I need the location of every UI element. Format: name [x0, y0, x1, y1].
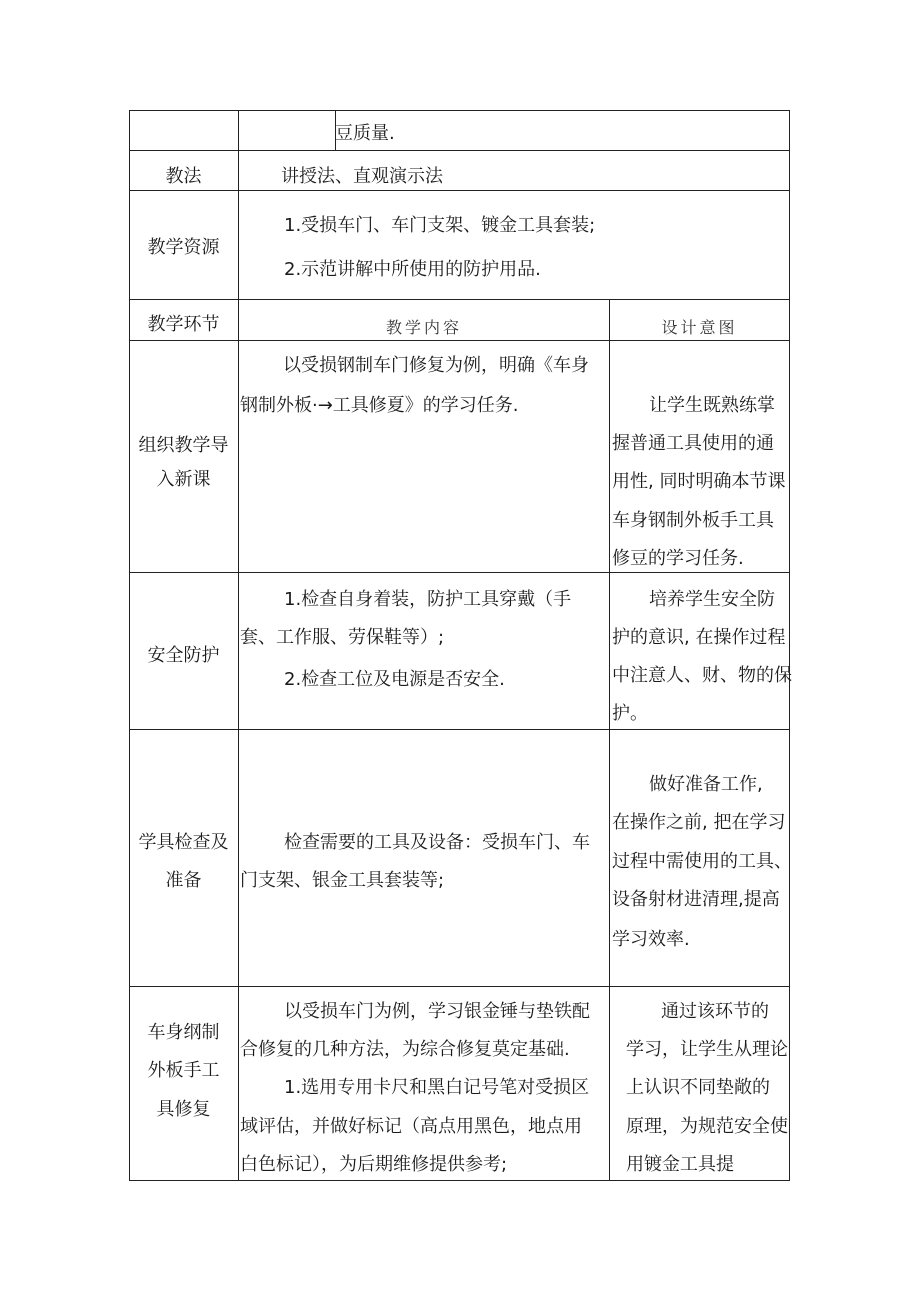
intro-content: 钢制外板·→工具修夏》的学习任务. — [240, 395, 519, 416]
rule — [129, 150, 790, 151]
resources-line: 1.受损车门、车门支架、镀金工具套装; — [284, 215, 596, 236]
intro-intent: 用性, 同时明确本节课 — [612, 471, 786, 492]
repair-label: 车身纲制 — [147, 1022, 220, 1043]
tools-intent: 在操作之前, 把在学习 — [612, 812, 786, 833]
method-label: 教法 — [165, 166, 202, 187]
tools-content: 检查需要的工具及设备：受损车门、车 — [284, 832, 590, 853]
rule — [238, 110, 239, 1181]
rule — [129, 986, 790, 987]
repair-intent: 原理，为规范安全使 — [626, 1116, 788, 1137]
tools-intent: 过程中需使用的工具、 — [612, 851, 792, 872]
safety-intent: 中注意人、财、物的保 — [612, 665, 792, 686]
intro-intent: 握普通工具使用的通 — [612, 433, 774, 454]
resources-line: 2.示范讲解中所使用的防护用品. — [284, 259, 541, 280]
safety-label: 安全防护 — [147, 645, 220, 666]
repair-intent: 通过该环节的 — [661, 1001, 769, 1022]
safety-intent: 护的意识, 在操作过程 — [612, 627, 786, 648]
safety-content: 2.检查工位及电源是否安全. — [284, 669, 505, 690]
repair-intent: 用镀金工具提 — [626, 1154, 734, 1175]
rule — [129, 110, 790, 111]
resources-label: 教学资源 — [147, 237, 220, 258]
safety-intent: 护。 — [612, 703, 648, 724]
tools-label: 学具检查及 — [138, 832, 229, 853]
rule — [129, 190, 790, 191]
intro-label: 组织教学导 — [138, 435, 229, 456]
tools-intent: 做好准备工作, — [649, 774, 763, 795]
repair-intent: 上认识不同垫敞的 — [626, 1077, 770, 1098]
continuation-text: 豆质量. — [335, 123, 395, 144]
tools-label: 准备 — [165, 870, 202, 891]
rule — [129, 729, 790, 730]
rule — [129, 572, 790, 573]
safety-intent: 培养学生安全防 — [649, 589, 775, 610]
rule — [129, 299, 790, 300]
repair-label: 外板手工 — [147, 1060, 220, 1081]
repair-content: 合修复的几种方法，为综合修复莫定基础. — [240, 1039, 570, 1060]
tools-content: 门支架、银金工具套装等; — [240, 870, 445, 891]
repair-content: 1.选用专用卡尺和黑白记号笔对受损区 — [284, 1077, 590, 1098]
tools-intent: 设备射材进清理,提高 — [612, 889, 780, 910]
header-content: 教学内容 — [385, 318, 462, 337]
rule — [129, 340, 790, 341]
intro-content: 以受损钢制车门修复为例，明确《车身 — [283, 355, 589, 376]
rule — [789, 110, 790, 1181]
repair-content: 以受损车门为例，学习银金锤与垫铁配 — [284, 1001, 590, 1022]
header-intent: 设计意图 — [661, 318, 738, 337]
tools-intent: 学习效率. — [612, 929, 690, 950]
lesson-plan-table — [129, 110, 790, 1181]
safety-content: 套、工作服、劳保鞋等）; — [240, 627, 445, 648]
rule — [129, 1180, 790, 1181]
method-content: 讲授法、直观演示法 — [281, 166, 443, 187]
intro-intent: 让学生既熟练掌 — [649, 395, 775, 416]
repair-label: 具修复 — [156, 1099, 211, 1120]
rule — [609, 299, 610, 1181]
repair-content: 域评估，并做好标记（高点用黑色，地点用 — [240, 1116, 582, 1137]
repair-content: 白色标记），为后期维修提供参考; — [240, 1154, 508, 1175]
intro-intent: 修豆的学习任务. — [612, 548, 744, 569]
intro-label: 入新课 — [156, 469, 211, 490]
safety-content: 1.检查自身着装，防护工具穿戴（手 — [284, 589, 572, 610]
header-stage: 教学环节 — [147, 314, 220, 335]
repair-intent: 学习，让学生从理论 — [626, 1039, 788, 1060]
intro-intent: 车身钢制外板手工具 — [612, 510, 774, 531]
